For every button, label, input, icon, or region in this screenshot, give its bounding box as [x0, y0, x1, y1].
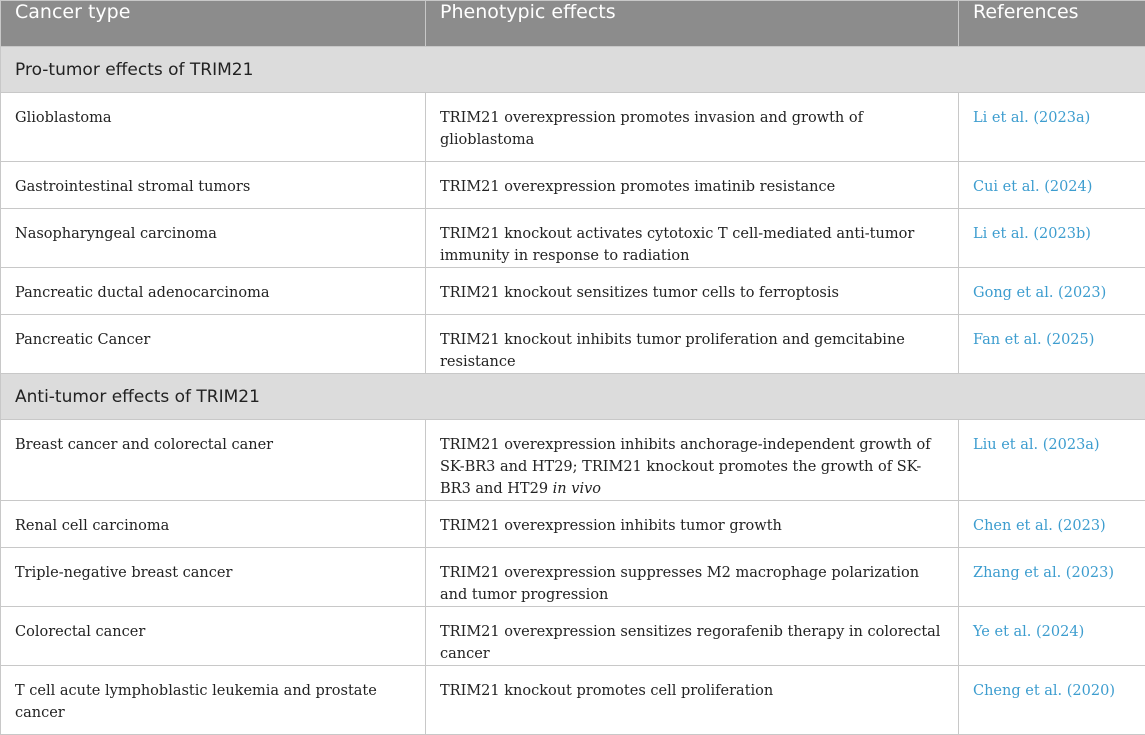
cancer-type-cell: Colorectal cancer: [1, 607, 426, 666]
effect-cell: TRIM21 overexpression sensitizes regorafenib therapy in colorectal cancer: [426, 607, 959, 666]
cancer-type-cell: Nasopharyngeal carcinoma: [1, 209, 426, 268]
section-header-anti-tumor: [1, 374, 1145, 420]
reference-link[interactable]: Fan et al. (2025): [973, 332, 1094, 348]
effect-text: TRIM21 overexpression inhibits anchorage-independent growth of SK-BR3 and HT29; TRIM21 knockout promotes the growth of SK-BR3 and HT29: [440, 437, 931, 497]
effect-cell: [426, 420, 959, 501]
table-row: [1, 420, 1145, 501]
header-cancer-type: Cancer type: [1, 1, 426, 47]
effect-cell: TRIM21 knockout sensitizes tumor cells to ferroptosis: [426, 268, 959, 315]
table-row: [1, 548, 1145, 607]
cancer-type-cell: Pancreatic Cancer: [1, 315, 426, 374]
reference-cell: [959, 420, 1145, 501]
reference-link[interactable]: Ye et al. (2024): [973, 624, 1084, 640]
reference-link[interactable]: Li et al. (2023b): [973, 226, 1091, 242]
header-references: References: [959, 1, 1145, 47]
cancer-type-cell: Gastrointestinal stromal tumors: [1, 162, 426, 209]
table-row: [1, 666, 1145, 735]
reference-link[interactable]: Cui et al. (2024): [973, 179, 1092, 195]
effect-cell: TRIM21 knockout promotes cell proliferation: [426, 666, 959, 735]
section-title: Anti-tumor effects of TRIM21: [1, 374, 1145, 420]
cancer-type-cell: Pancreatic ductal adenocarcinoma: [1, 268, 426, 315]
table-row: [1, 607, 1145, 666]
reference-cell: [959, 162, 1145, 209]
cancer-type-cell: Breast cancer and colorectal caner: [1, 420, 426, 501]
effect-cell: TRIM21 knockout activates cytotoxic T cell-mediated anti-tumor immunity in response to radiation: [426, 209, 959, 268]
reference-link[interactable]: Li et al. (2023a): [973, 110, 1090, 126]
reference-cell: [959, 209, 1145, 268]
table-row: [1, 93, 1145, 162]
effect-cell: TRIM21 overexpression inhibits tumor growth: [426, 501, 959, 548]
effect-italic-text: in vivo: [553, 481, 601, 497]
reference-link[interactable]: Chen et al. (2023): [973, 518, 1106, 534]
reference-cell: [959, 666, 1145, 735]
reference-cell: [959, 93, 1145, 162]
reference-link[interactable]: Gong et al. (2023): [973, 285, 1106, 301]
table-row: [1, 162, 1145, 209]
effect-cell: TRIM21 overexpression promotes imatinib resistance: [426, 162, 959, 209]
table-row: [1, 209, 1145, 268]
effect-cell: TRIM21 overexpression suppresses M2 macrophage polarization and tumor progression: [426, 548, 959, 607]
cancer-type-cell: Glioblastoma: [1, 93, 426, 162]
reference-cell: [959, 548, 1145, 607]
reference-link[interactable]: Liu et al. (2023a): [973, 437, 1100, 453]
header-phenotypic-effects: Phenotypic effects: [426, 1, 959, 47]
cancer-type-cell: Triple-negative breast cancer: [1, 548, 426, 607]
cancer-type-cell: T cell acute lymphoblastic leukemia and prostate cancer: [1, 666, 426, 735]
reference-cell: [959, 607, 1145, 666]
reference-cell: [959, 315, 1145, 374]
effect-cell: TRIM21 knockout inhibits tumor proliferation and gemcitabine resistance: [426, 315, 959, 374]
reference-cell: [959, 501, 1145, 548]
reference-link[interactable]: Cheng et al. (2020): [973, 683, 1115, 699]
table-row: [1, 268, 1145, 315]
section-header-pro-tumor: [1, 47, 1145, 93]
section-title: Pro-tumor effects of TRIM21: [1, 47, 1145, 93]
table-row: [1, 315, 1145, 374]
effect-cell: TRIM21 overexpression promotes invasion and growth of glioblastoma: [426, 93, 959, 162]
reference-link[interactable]: Zhang et al. (2023): [973, 565, 1114, 581]
reference-cell: [959, 268, 1145, 315]
cancer-type-cell: Renal cell carcinoma: [1, 501, 426, 548]
table-row: [1, 501, 1145, 548]
header-row: [1, 1, 1145, 47]
